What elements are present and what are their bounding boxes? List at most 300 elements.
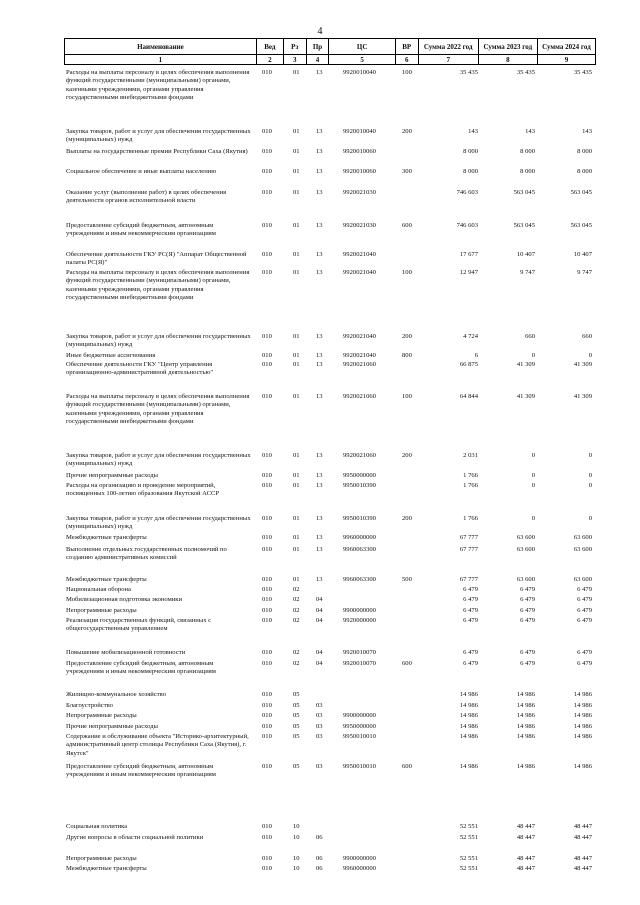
cell-s23: 563 045 bbox=[513, 189, 535, 196]
cell-rz: 01 bbox=[293, 546, 300, 553]
cell-s24: 63 600 bbox=[573, 534, 592, 541]
cell-name: Жилищно-коммунальное хозяйство bbox=[66, 691, 167, 698]
cell-s23: 48 447 bbox=[516, 823, 535, 830]
cell-name: Прочие непрограммные расходы bbox=[66, 472, 158, 479]
cell-s24: 660 bbox=[582, 333, 592, 340]
cell-s22: 8 000 bbox=[463, 148, 478, 155]
cell-cs: 9920021060 bbox=[343, 393, 376, 400]
cell-s23: 63 600 bbox=[516, 546, 535, 553]
cell-cs: 9900000000 bbox=[343, 855, 376, 862]
cell-rz: 05 bbox=[293, 712, 300, 719]
cell-ved: 010 bbox=[262, 361, 272, 368]
cell-pr: 13 bbox=[316, 472, 323, 479]
cell-rz: 05 bbox=[293, 733, 300, 740]
cell-ved: 010 bbox=[262, 333, 272, 340]
cell-ved: 010 bbox=[262, 472, 272, 479]
cell-s22: 746 603 bbox=[456, 222, 478, 229]
cell-ved: 010 bbox=[262, 222, 272, 229]
cell-name: Мобилизационная подготовка экономики bbox=[66, 596, 183, 603]
col-header-rz: Рз bbox=[283, 39, 306, 55]
cell-s24: 48 447 bbox=[573, 823, 592, 830]
cell-pr: 13 bbox=[316, 168, 323, 175]
cell-cs: 9900000000 bbox=[343, 712, 376, 719]
cell-pr: 06 bbox=[316, 855, 323, 862]
cell-s24: 14 986 bbox=[573, 702, 592, 709]
cell-name: Непрограммные расходы bbox=[66, 712, 137, 719]
cell-ved: 010 bbox=[262, 482, 272, 489]
cell-s23: 0 bbox=[531, 452, 535, 459]
cell-ved: 010 bbox=[262, 576, 272, 583]
cell-rz: 01 bbox=[293, 534, 300, 541]
cell-ved: 010 bbox=[262, 723, 272, 730]
cell-rz: 10 bbox=[293, 855, 300, 862]
cell-rz: 02 bbox=[293, 617, 300, 624]
cell-s22: 14 986 bbox=[459, 691, 478, 698]
cell-rz: 01 bbox=[293, 251, 300, 258]
cell-name: Реализация государственных функций, связанных с общегосударственным управлением bbox=[66, 617, 212, 633]
cell-cs: 9920021040 bbox=[343, 333, 376, 340]
cell-s24: 48 447 bbox=[573, 865, 592, 872]
cell-ved: 010 bbox=[262, 546, 272, 553]
cell-cs: 9950000000 bbox=[343, 472, 376, 479]
cell-cs: 9920010060 bbox=[343, 168, 376, 175]
cell-cs: 9920021040 bbox=[343, 269, 376, 276]
cell-s24: 48 447 bbox=[573, 855, 592, 862]
cell-vr: 600 bbox=[402, 222, 412, 229]
cell-ved: 010 bbox=[262, 702, 272, 709]
cell-cs: 9960063300 bbox=[343, 576, 376, 583]
cell-s23: 14 986 bbox=[516, 763, 535, 770]
cell-rz: 10 bbox=[293, 823, 300, 830]
cell-name: Прочие непрограммные расходы bbox=[66, 723, 158, 730]
cell-ved: 010 bbox=[262, 660, 272, 667]
cell-ved: 010 bbox=[262, 596, 272, 603]
cell-name: Межбюджетные трансферты bbox=[66, 534, 147, 541]
cell-pr: 13 bbox=[316, 222, 323, 229]
cell-rz: 02 bbox=[293, 649, 300, 656]
col-header-ved: Вед bbox=[256, 39, 283, 55]
cell-s22: 52 551 bbox=[459, 865, 478, 872]
cell-vr: 200 bbox=[402, 515, 412, 522]
cell-rz: 05 bbox=[293, 723, 300, 730]
cell-vr: 200 bbox=[402, 128, 412, 135]
cell-s23: 63 600 bbox=[516, 576, 535, 583]
cell-name: Закупка товаров, работ и услуг для обеспечения государственных (муниципальных) нужд bbox=[66, 128, 251, 144]
cell-s22: 143 bbox=[468, 128, 478, 135]
cell-rz: 05 bbox=[293, 691, 300, 698]
cell-ved: 010 bbox=[262, 865, 272, 872]
cell-vr: 600 bbox=[402, 660, 412, 667]
cell-pr: 13 bbox=[316, 546, 323, 553]
cell-pr: 13 bbox=[316, 352, 323, 359]
cell-s24: 14 986 bbox=[573, 763, 592, 770]
cell-rz: 05 bbox=[293, 763, 300, 770]
cell-name: Национальная оборона bbox=[66, 586, 131, 593]
cell-pr: 06 bbox=[316, 834, 323, 841]
cell-s23: 8 000 bbox=[520, 148, 535, 155]
cell-s24: 8 000 bbox=[577, 148, 592, 155]
cell-s24: 14 986 bbox=[573, 733, 592, 740]
cell-s23: 14 986 bbox=[516, 712, 535, 719]
cell-rz: 01 bbox=[293, 352, 300, 359]
cell-s22: 67 777 bbox=[459, 576, 478, 583]
cell-s23: 6 479 bbox=[520, 660, 535, 667]
cell-s22: 2 031 bbox=[463, 452, 478, 459]
cell-cs: 9920021040 bbox=[343, 352, 376, 359]
cell-ved: 010 bbox=[262, 534, 272, 541]
cell-pr: 03 bbox=[316, 723, 323, 730]
cell-s23: 41 309 bbox=[516, 361, 535, 368]
cell-name: Предоставление субсидий бюджетным, автономным учреждениям и иным некоммерческим организациям bbox=[66, 222, 216, 238]
cell-cs: 9920021030 bbox=[343, 189, 376, 196]
cell-s22: 746 603 bbox=[456, 189, 478, 196]
cell-s24: 6 479 bbox=[577, 607, 592, 614]
cell-s24: 63 600 bbox=[573, 576, 592, 583]
cell-s22: 14 986 bbox=[459, 702, 478, 709]
cell-s22: 4 724 bbox=[463, 333, 478, 340]
cell-cs: 9920010040 bbox=[343, 128, 376, 135]
col-header-2022: Сумма 2022 год bbox=[418, 39, 478, 55]
cell-s24: 563 045 bbox=[570, 222, 592, 229]
cell-name: Обеспечение деятельности ГКУ "Центр управления организационно-административной деятельностью" bbox=[66, 361, 214, 377]
cell-s24: 8 000 bbox=[577, 168, 592, 175]
col-number: 6 bbox=[395, 55, 418, 65]
cell-pr: 13 bbox=[316, 515, 323, 522]
cell-ved: 010 bbox=[262, 733, 272, 740]
cell-s23: 6 479 bbox=[520, 617, 535, 624]
cell-ved: 010 bbox=[262, 712, 272, 719]
cell-rz: 02 bbox=[293, 660, 300, 667]
col-header-vr: ВР bbox=[395, 39, 418, 55]
cell-s23: 63 600 bbox=[516, 534, 535, 541]
cell-ved: 010 bbox=[262, 168, 272, 175]
col-header-2023: Сумма 2023 год bbox=[478, 39, 537, 55]
cell-name: Закупка товаров, работ и услуг для обеспечения государственных (муниципальных) нужд bbox=[66, 515, 251, 531]
col-header-pr: Пр bbox=[306, 39, 329, 55]
cell-s22: 17 677 bbox=[459, 251, 478, 258]
cell-name: Межбюджетные трансферты bbox=[66, 576, 147, 583]
cell-pr: 04 bbox=[316, 607, 323, 614]
cell-ved: 010 bbox=[262, 393, 272, 400]
cell-s24: 48 447 bbox=[573, 834, 592, 841]
cell-name: Расходы на организацию и проведение мероприятий, посвященных 100-летию образования Якутской АССР bbox=[66, 482, 220, 498]
cell-s24: 0 bbox=[588, 352, 592, 359]
cell-vr: 600 bbox=[402, 763, 412, 770]
cell-s23: 0 bbox=[531, 482, 535, 489]
cell-name: Другие вопросы в области социальной политики bbox=[66, 834, 204, 841]
cell-name: Расходы на выплаты персоналу в целях обеспечения выполнения функций государственными (муниципальными) органами, казенными учреждениями, органами управления государственными внебюджетными фондами bbox=[66, 269, 250, 301]
cell-s23: 563 045 bbox=[513, 222, 535, 229]
cell-s24: 63 600 bbox=[573, 546, 592, 553]
cell-name: Непрограммные расходы bbox=[66, 855, 137, 862]
col-number: 7 bbox=[418, 55, 478, 65]
cell-vr: 500 bbox=[402, 576, 412, 583]
cell-rz: 02 bbox=[293, 607, 300, 614]
cell-cs: 9920000000 bbox=[343, 617, 376, 624]
col-header-2024: Сумма 2024 год bbox=[537, 39, 595, 55]
cell-cs: 9950010390 bbox=[343, 482, 376, 489]
cell-s22: 6 479 bbox=[463, 596, 478, 603]
cell-cs: 9950010010 bbox=[343, 733, 376, 740]
cell-s22: 6 479 bbox=[463, 586, 478, 593]
cell-s24: 14 986 bbox=[573, 712, 592, 719]
col-number: 8 bbox=[478, 55, 537, 65]
cell-s23: 6 479 bbox=[520, 586, 535, 593]
cell-rz: 01 bbox=[293, 222, 300, 229]
cell-s22: 12 947 bbox=[459, 269, 478, 276]
col-number: 3 bbox=[283, 55, 306, 65]
cell-s22: 52 551 bbox=[459, 823, 478, 830]
cell-vr: 200 bbox=[402, 452, 412, 459]
cell-s22: 14 986 bbox=[459, 712, 478, 719]
cell-pr: 03 bbox=[316, 702, 323, 709]
cell-s24: 10 407 bbox=[573, 251, 592, 258]
cell-name: Непрограммные расходы bbox=[66, 607, 137, 614]
cell-s23: 14 986 bbox=[516, 723, 535, 730]
cell-s23: 41 309 bbox=[516, 393, 535, 400]
cell-pr: 13 bbox=[316, 189, 323, 196]
cell-rz: 01 bbox=[293, 393, 300, 400]
cell-rz: 01 bbox=[293, 333, 300, 340]
cell-s23: 143 bbox=[525, 128, 535, 135]
cell-name: Иные бюджетные ассигнования bbox=[66, 352, 156, 359]
cell-cs: 9950010390 bbox=[343, 515, 376, 522]
cell-name: Социальная политика bbox=[66, 823, 128, 830]
cell-vr: 300 bbox=[402, 168, 412, 175]
cell-s24: 6 479 bbox=[577, 617, 592, 624]
cell-s22: 6 bbox=[474, 352, 478, 359]
cell-pr: 13 bbox=[316, 148, 323, 155]
cell-pr: 04 bbox=[316, 660, 323, 667]
cell-s22: 52 551 bbox=[459, 834, 478, 841]
cell-s23: 8 000 bbox=[520, 168, 535, 175]
col-number: 1 bbox=[65, 55, 257, 65]
cell-name: Социальное обеспечение и иные выплаты населению bbox=[66, 168, 217, 175]
cell-s23: 48 447 bbox=[516, 834, 535, 841]
cell-s23: 6 479 bbox=[520, 596, 535, 603]
cell-cs: 9960000000 bbox=[343, 865, 376, 872]
col-header-cs: ЦС bbox=[329, 39, 395, 55]
cell-pr: 04 bbox=[316, 596, 323, 603]
cell-ved: 010 bbox=[262, 649, 272, 656]
cell-pr: 13 bbox=[316, 452, 323, 459]
cell-pr: 06 bbox=[316, 865, 323, 872]
cell-rz: 01 bbox=[293, 482, 300, 489]
cell-cs: 9920010040 bbox=[343, 69, 376, 76]
cell-name: Предоставление субсидий бюджетным, автономным учреждениям и иным некоммерческим организациям bbox=[66, 763, 216, 779]
col-number: 2 bbox=[256, 55, 283, 65]
cell-name: Расходы на выплаты персоналу в целях обеспечения выполнения функций государственными (муниципальными) органами, казенными учреждениями, органами управления государственными внебюджетными фондами bbox=[66, 393, 250, 425]
cell-s24: 563 045 bbox=[570, 189, 592, 196]
cell-name: Обеспечение деятельности ГКУ РС(Я) "Аппарат Общественной палаты РС(Я)" bbox=[66, 251, 247, 267]
cell-s22: 6 479 bbox=[463, 649, 478, 656]
cell-s24: 6 479 bbox=[577, 649, 592, 656]
cell-s22: 66 875 bbox=[459, 361, 478, 368]
cell-pr: 03 bbox=[316, 733, 323, 740]
cell-s22: 67 777 bbox=[459, 534, 478, 541]
cell-rz: 01 bbox=[293, 69, 300, 76]
cell-cs: 9950000000 bbox=[343, 723, 376, 730]
cell-ved: 010 bbox=[262, 617, 272, 624]
cell-s24: 35 435 bbox=[573, 69, 592, 76]
cell-rz: 05 bbox=[293, 702, 300, 709]
cell-s22: 1 766 bbox=[463, 482, 478, 489]
cell-ved: 010 bbox=[262, 148, 272, 155]
cell-s22: 14 986 bbox=[459, 763, 478, 770]
cell-ved: 010 bbox=[262, 515, 272, 522]
cell-s23: 14 986 bbox=[516, 702, 535, 709]
cell-pr: 13 bbox=[316, 361, 323, 368]
cell-s22: 14 986 bbox=[459, 733, 478, 740]
cell-cs: 9920010070 bbox=[343, 660, 376, 667]
cell-s23: 48 447 bbox=[516, 865, 535, 872]
cell-vr: 100 bbox=[402, 269, 412, 276]
cell-name: Выполнение отдельных государственных полномочий по созданию административных комиссий bbox=[66, 546, 227, 562]
cell-s24: 9 747 bbox=[577, 269, 592, 276]
cell-s22: 52 551 bbox=[459, 855, 478, 862]
cell-pr: 13 bbox=[316, 128, 323, 135]
cell-s23: 660 bbox=[525, 333, 535, 340]
cell-rz: 01 bbox=[293, 168, 300, 175]
page-number: 4 bbox=[317, 26, 323, 37]
cell-ved: 010 bbox=[262, 855, 272, 862]
cell-ved: 010 bbox=[262, 586, 272, 593]
cell-vr: 100 bbox=[402, 69, 412, 76]
cell-s24: 0 bbox=[588, 515, 592, 522]
col-header-name: Наименование bbox=[65, 39, 257, 55]
cell-cs: 9960000000 bbox=[343, 534, 376, 541]
cell-pr: 13 bbox=[316, 269, 323, 276]
col-number: 5 bbox=[329, 55, 395, 65]
cell-cs: 9920021060 bbox=[343, 361, 376, 368]
cell-name: Выплаты на государственные премии Республики Саха (Якутия) bbox=[66, 148, 248, 155]
cell-name: Закупка товаров, работ и услуг для обеспечения государственных (муниципальных) нужд bbox=[66, 333, 251, 349]
cell-s22: 6 479 bbox=[463, 660, 478, 667]
cell-rz: 01 bbox=[293, 148, 300, 155]
cell-s24: 41 309 bbox=[573, 361, 592, 368]
cell-s22: 1 766 bbox=[463, 515, 478, 522]
cell-s23: 10 407 bbox=[516, 251, 535, 258]
cell-ved: 010 bbox=[262, 607, 272, 614]
cell-pr: 03 bbox=[316, 712, 323, 719]
cell-ved: 010 bbox=[262, 823, 272, 830]
cell-cs: 9920021040 bbox=[343, 251, 376, 258]
cell-rz: 01 bbox=[293, 269, 300, 276]
cell-s22: 14 986 bbox=[459, 723, 478, 730]
cell-ved: 010 bbox=[262, 251, 272, 258]
cell-ved: 010 bbox=[262, 269, 272, 276]
cell-rz: 01 bbox=[293, 128, 300, 135]
cell-s23: 9 747 bbox=[520, 269, 535, 276]
cell-name: Межбюджетные трансферты bbox=[66, 865, 147, 872]
cell-cs: 9920010060 bbox=[343, 148, 376, 155]
cell-vr: 100 bbox=[402, 393, 412, 400]
cell-pr: 13 bbox=[316, 393, 323, 400]
col-number: 4 bbox=[306, 55, 329, 65]
cell-name: Повышение мобилизационной готовности bbox=[66, 649, 186, 656]
cell-pr: 13 bbox=[316, 482, 323, 489]
cell-ved: 010 bbox=[262, 69, 272, 76]
cell-s24: 0 bbox=[588, 482, 592, 489]
cell-s23: 0 bbox=[531, 352, 535, 359]
cell-s22: 6 479 bbox=[463, 607, 478, 614]
cell-rz: 01 bbox=[293, 189, 300, 196]
cell-name: Закупка товаров, работ и услуг для обеспечения государственных (муниципальных) нужд bbox=[66, 452, 251, 468]
cell-s22: 35 435 bbox=[459, 69, 478, 76]
cell-rz: 10 bbox=[293, 834, 300, 841]
cell-s23: 0 bbox=[531, 515, 535, 522]
cell-ved: 010 bbox=[262, 691, 272, 698]
cell-rz: 01 bbox=[293, 452, 300, 459]
cell-s22: 8 000 bbox=[463, 168, 478, 175]
cell-ved: 010 bbox=[262, 189, 272, 196]
cell-rz: 01 bbox=[293, 361, 300, 368]
cell-pr: 13 bbox=[316, 251, 323, 258]
cell-s23: 14 986 bbox=[516, 733, 535, 740]
col-number: 9 bbox=[537, 55, 595, 65]
cell-vr: 800 bbox=[402, 352, 412, 359]
cell-s23: 35 435 bbox=[516, 69, 535, 76]
cell-ved: 010 bbox=[262, 352, 272, 359]
cell-s24: 6 479 bbox=[577, 660, 592, 667]
cell-pr: 13 bbox=[316, 534, 323, 541]
cell-ved: 010 bbox=[262, 834, 272, 841]
cell-s23: 6 479 bbox=[520, 607, 535, 614]
cell-rz: 02 bbox=[293, 586, 300, 593]
cell-cs: 9900000000 bbox=[343, 607, 376, 614]
cell-s24: 14 986 bbox=[573, 723, 592, 730]
cell-s23: 6 479 bbox=[520, 649, 535, 656]
cell-name: Предоставление субсидий бюджетным, автономным учреждениям и иным некоммерческим организациям bbox=[66, 660, 216, 676]
cell-rz: 10 bbox=[293, 865, 300, 872]
cell-rz: 01 bbox=[293, 472, 300, 479]
cell-name: Расходы на выплаты персоналу в целях обеспечения выполнения функций государственными (муниципальными) органами, казенными учреждениями, органами управления государственными внебюджетными фондами bbox=[66, 69, 250, 101]
cell-s24: 41 309 bbox=[573, 393, 592, 400]
cell-s22: 6 479 bbox=[463, 617, 478, 624]
cell-s23: 48 447 bbox=[516, 855, 535, 862]
cell-pr: 13 bbox=[316, 576, 323, 583]
cell-s24: 143 bbox=[582, 128, 592, 135]
cell-ved: 010 bbox=[262, 763, 272, 770]
cell-pr: 13 bbox=[316, 333, 323, 340]
cell-cs: 9950010010 bbox=[343, 763, 376, 770]
cell-s23: 0 bbox=[531, 472, 535, 479]
cell-rz: 01 bbox=[293, 576, 300, 583]
cell-s23: 14 986 bbox=[516, 691, 535, 698]
cell-s22: 1 766 bbox=[463, 472, 478, 479]
cell-cs: 9920021030 bbox=[343, 222, 376, 229]
cell-s24: 0 bbox=[588, 452, 592, 459]
cell-s24: 14 986 bbox=[573, 691, 592, 698]
cell-name: Благоустройство bbox=[66, 702, 113, 709]
cell-ved: 010 bbox=[262, 452, 272, 459]
cell-rz: 01 bbox=[293, 515, 300, 522]
cell-s24: 6 479 bbox=[577, 596, 592, 603]
cell-name: Оказание услуг (выполнение работ) в целях обеспечения деятельности органов исполнительной власти bbox=[66, 189, 227, 205]
cell-pr: 04 bbox=[316, 617, 323, 624]
cell-cs: 9920021060 bbox=[343, 452, 376, 459]
cell-pr: 04 bbox=[316, 649, 323, 656]
cell-cs: 9960063300 bbox=[343, 546, 376, 553]
cell-pr: 13 bbox=[316, 69, 323, 76]
cell-ved: 010 bbox=[262, 128, 272, 135]
cell-pr: 03 bbox=[316, 763, 323, 770]
cell-name: Содержание и обслуживание объекта "Историко-архитектурный, административный центр столицы Республики Саха (Якутия), г. Якутск" bbox=[66, 733, 249, 757]
cell-vr: 200 bbox=[402, 333, 412, 340]
cell-s24: 6 479 bbox=[577, 586, 592, 593]
cell-s24: 0 bbox=[588, 472, 592, 479]
cell-rz: 02 bbox=[293, 596, 300, 603]
